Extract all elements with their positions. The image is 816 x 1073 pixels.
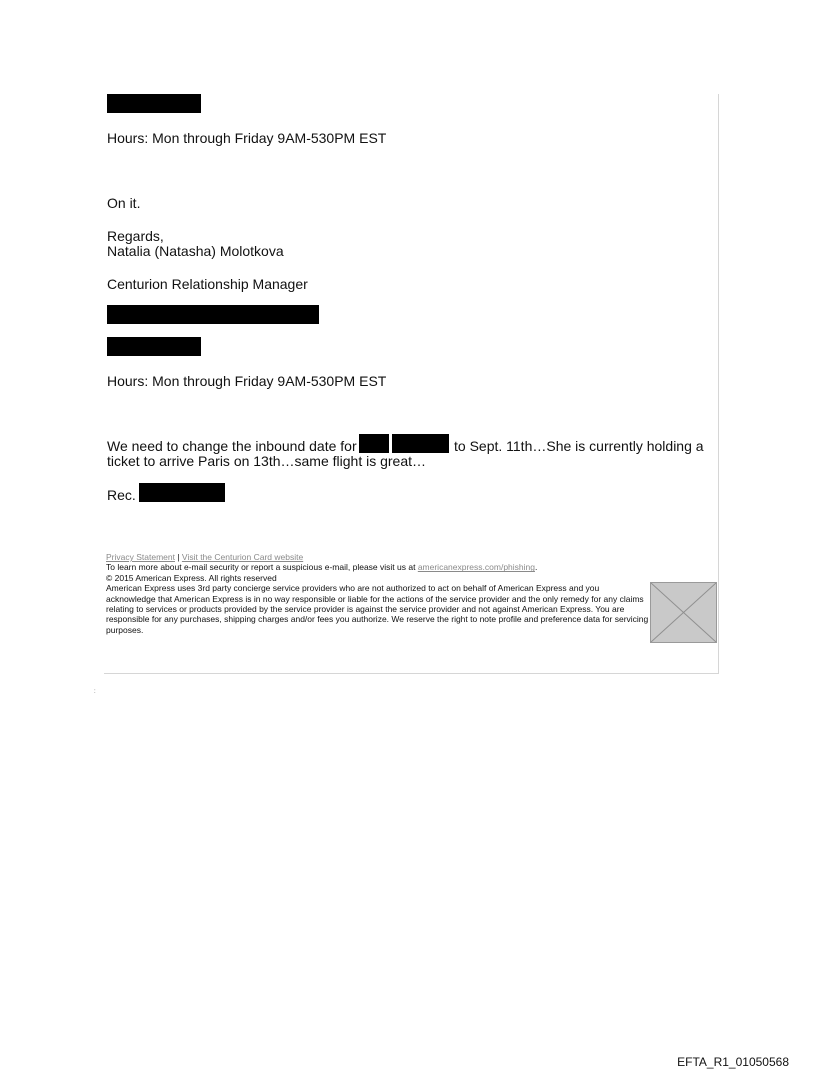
redacted-block <box>392 434 449 453</box>
phishing-link[interactable]: americanexpress.com/phishing <box>417 562 535 573</box>
stray-mark: : <box>94 689 96 695</box>
security-notice <box>106 562 651 572</box>
signer-name: Natalia (Natasha) Molotkova <box>107 243 284 259</box>
email-footer <box>106 552 651 635</box>
hours-line: Hours: Mon through Friday 9AM-530PM EST <box>107 130 387 146</box>
privacy-statement-link[interactable]: Privacy Statement <box>106 552 175 562</box>
disclaimer-text: American Express uses 3rd party concierge service providers who are not authorized to act on behalf of American Express and you acknowledge that American Express is in no way responsible or liable for the actions of the service provider and the only remedy for any claims relating to services or products provided by the service provider is against the service provider and not against American Express. You are responsible for any purchases, shipping charges and/or fees you authorize. We reserve the right to note profile and preference data for servicing purposes. <box>106 583 649 635</box>
security-end: . <box>534 562 538 573</box>
redacted-block <box>107 94 201 113</box>
link-separator: | <box>174 552 182 562</box>
footer-links <box>106 552 651 562</box>
request-text-line-2: ticket to arrive Paris on 13th…same flight is great… <box>107 453 427 469</box>
redacted-block <box>107 337 201 356</box>
redacted-block <box>139 483 225 502</box>
regards-text: Regards, <box>107 228 164 244</box>
security-text: To learn more about e-mail security or report a suspicious e-mail, please visit us at <box>106 562 418 573</box>
document-id: EFTA_R1_01050568 <box>677 1055 789 1069</box>
redacted-block <box>359 434 389 453</box>
centurion-website-link[interactable]: Visit the Centurion Card website <box>181 552 304 562</box>
closing-text: Rec. <box>107 487 136 503</box>
hours-line: Hours: Mon through Friday 9AM-530PM EST <box>107 373 387 389</box>
signer-title: Centurion Relationship Manager <box>107 276 308 292</box>
request-text-part-1: We need to change the inbound date for <box>107 438 357 454</box>
redacted-block <box>107 305 319 324</box>
copyright-text: © 2015 American Express. All rights reserved <box>106 572 277 583</box>
reply-text: On it. <box>107 195 141 211</box>
broken-image-icon <box>650 582 717 643</box>
request-text-part-2: to Sept. 11th…She is currently holding a <box>454 438 704 454</box>
